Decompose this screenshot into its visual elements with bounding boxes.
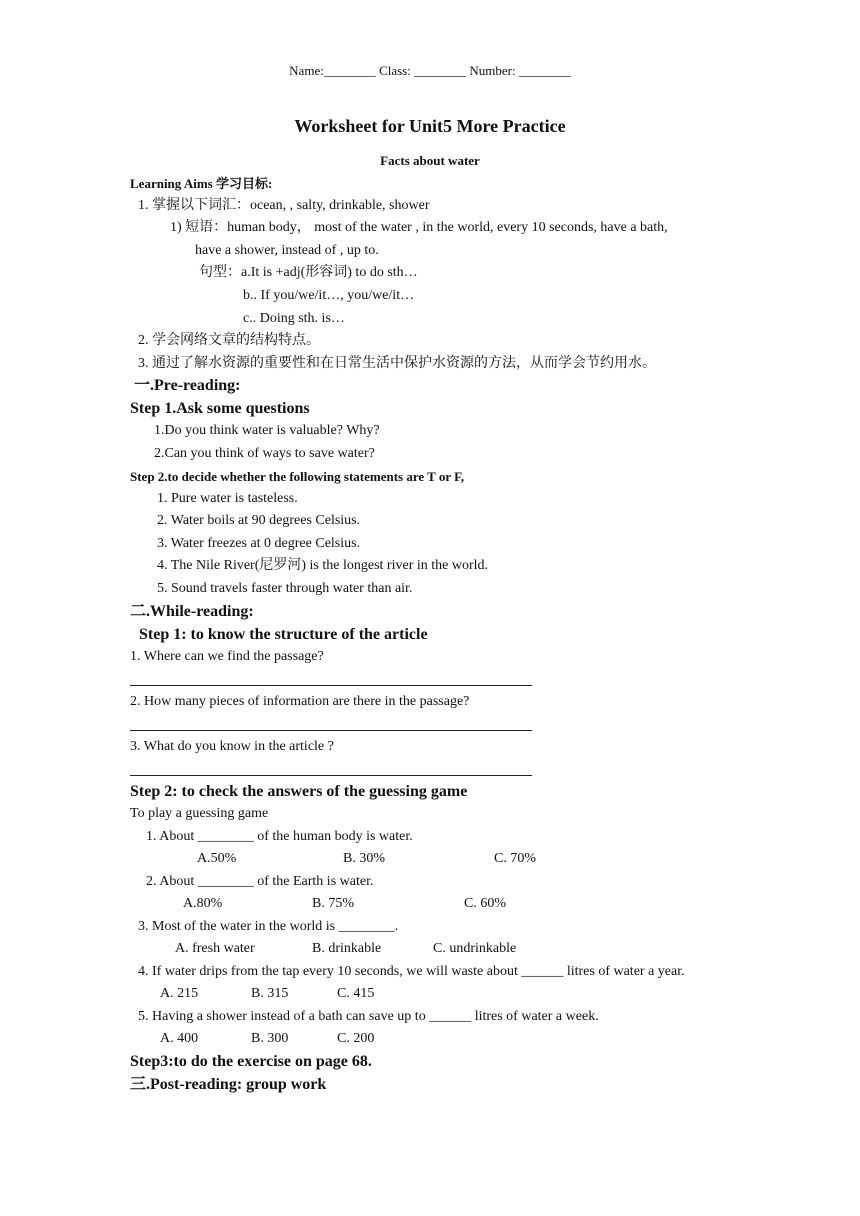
option-c: C. 70% — [494, 851, 536, 866]
pre-reading-step2: Step 2.to decide whether the following statements are T or F, — [130, 469, 465, 484]
aim-pattern-b: b.. If you/we/it…, you/we/it… — [243, 288, 415, 303]
option-c: C. 60% — [464, 896, 506, 911]
pre-question-2: 2.Can you think of ways to save water? — [154, 446, 375, 461]
while-reading-heading: 二.While-reading: — [130, 603, 254, 620]
option-a: A. fresh water — [175, 941, 255, 956]
game-question-4: 4. If water drips from the tap every 10 seconds, we will waste about ______ litres of water a year. — [138, 964, 685, 979]
game-question-5: 5. Having a shower instead of a bath can save up to ______ litres of water a week. — [138, 1009, 599, 1024]
post-reading-heading: 三.Post-reading: group work — [130, 1076, 327, 1093]
statement-item: 1. Pure water is tasteless. — [157, 491, 298, 506]
game-question-3: 3. Most of the water in the world is ________. — [138, 919, 399, 934]
option-b: B. 75% — [312, 896, 354, 911]
game-question-2: 2. About ________ of the Earth is water. — [146, 874, 374, 889]
option-b: B. drinkable — [312, 941, 382, 956]
worksheet-subtitle: Facts about water — [380, 153, 480, 168]
aim-structure: 2. 学会网络文章的结构特点。 — [138, 333, 320, 348]
answer-line[interactable] — [130, 775, 532, 776]
pre-question-1: 1.Do you think water is valuable? Why? — [154, 423, 380, 438]
aim-save-water: 3. 通过了解水资源的重要性和在日常生活中保护水资源的方法，从而学会节约用水。 — [138, 356, 656, 371]
game-question-1: 1. About ________ of the human body is water. — [146, 829, 413, 844]
statement-item: 4. The Nile River(尼罗河) is the longest river in the world. — [157, 558, 489, 573]
structure-question-1: 1. Where can we find the passage? — [130, 649, 324, 664]
option-c: C. undrinkable — [433, 941, 517, 956]
option-a: A.80% — [183, 896, 223, 911]
option-a: A. 215 — [160, 986, 199, 1001]
pre-reading-heading: 一.Pre-reading: — [134, 377, 241, 394]
worksheet-title: Worksheet for Unit5 More Practice — [294, 116, 566, 136]
answer-line[interactable] — [130, 685, 532, 686]
while-reading-step3: Step3:to do the exercise on page 68. — [130, 1053, 372, 1070]
aim-phrases-line1: 1) 短语：human body， most of the water , in the world, every 10 seconds, have a bath, — [170, 220, 668, 235]
option-c: C. 200 — [337, 1031, 375, 1046]
option-a: A.50% — [197, 851, 237, 866]
option-c: C. 415 — [337, 986, 375, 1001]
while-reading-step2: Step 2: to check the answers of the guessing game — [130, 783, 468, 800]
structure-question-2: 2. How many pieces of information are there in the passage? — [130, 694, 470, 709]
learning-aims-heading: Learning Aims 学习目标: — [130, 176, 273, 191]
aim-vocabulary: 1. 掌握以下词汇：ocean, , salty, drinkable, shower — [138, 198, 430, 213]
option-a: A. 400 — [160, 1031, 199, 1046]
statement-item: 3. Water freezes at 0 degree Celsius. — [157, 536, 361, 551]
guessing-game-intro: To play a guessing game — [130, 806, 269, 821]
aim-pattern-a: 句型：a.It is +adj(形容词) to do sth… — [199, 265, 418, 280]
option-b: B. 30% — [343, 851, 385, 866]
while-reading-step1: Step 1: to know the structure of the article — [139, 626, 428, 643]
statement-item: 2. Water boils at 90 degrees Celsius. — [157, 513, 361, 528]
aim-phrases-line2: have a shower, instead of , up to. — [195, 243, 379, 258]
aim-pattern-c: c.. Doing sth. is… — [243, 311, 345, 326]
student-info-line: Name:________ Class: ________ Number: ________ — [289, 63, 571, 78]
pre-reading-step1: Step 1.Ask some questions — [130, 400, 310, 417]
statement-item: 5. Sound travels faster through water than air. — [157, 581, 413, 596]
answer-line[interactable] — [130, 730, 532, 731]
option-b: B. 315 — [251, 986, 289, 1001]
option-b: B. 300 — [251, 1031, 289, 1046]
structure-question-3: 3. What do you know in the article ? — [130, 739, 334, 754]
